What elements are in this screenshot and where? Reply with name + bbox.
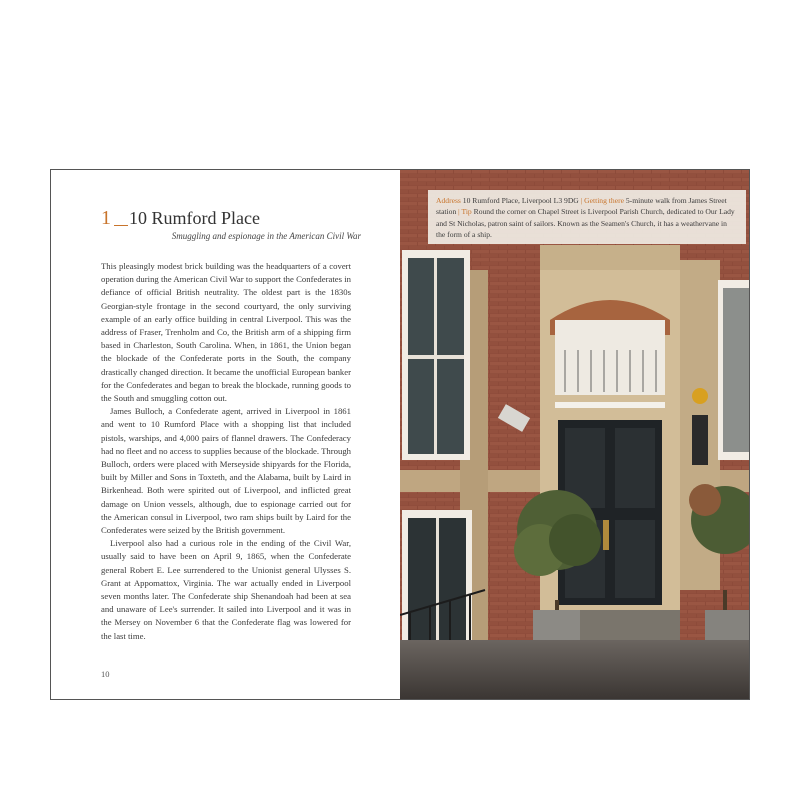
info-box (428, 190, 746, 244)
separator: | (580, 196, 583, 205)
entry-number: 1 (101, 207, 111, 229)
page-number: 10 (101, 669, 110, 679)
paragraph: James Bulloch, a Confederate agent, arrived in Liverpool in 1861 and went to 10 Rumford Place with a shopping list that included pistols, warships, and 4,000 pairs of flannel drawers. The Confederacy had no fleet and no access to supplies because of the blockade. Through Bulloch, orders were placed with Merseyside shipyards for the Florida, built by Miller and Sons in Toxteth, and the Alabama, built by Laird in Birkenhead. Both were spirited out of Liverpool, and inflicted great damage on Union vessels, although, due to espionage carried out for the American consul in Liverpool, two ram ships built by Laird for the Confederates were seized by the British government. (101, 406, 352, 536)
book-spread (50, 169, 750, 700)
address-label: Address (436, 196, 461, 205)
getting-there-value: 5-minute walk from James Street station (436, 196, 727, 217)
heading-rule (114, 225, 128, 226)
entry-title: 10 Rumford Place (129, 208, 260, 228)
paragraph: Liverpool also had a curious role in the ending of the Civil War, usually said to have been on April 9, 1865, when the Confederate general Robert E. Lee surrendered to the Unionist general Ulysses S. Grant at Appomattox, Virginia. The war actually ended in Liverpool seven months later. The Confederate ship Shenandoah had been at sea and unaware of Lee's surrender. It sailed into Liverpool and it was in the Mersey on November 6 that the Confederate flag was lowered for the last time. (101, 538, 351, 641)
building-photo (400, 170, 749, 699)
separator: | (458, 207, 460, 217)
left-page (51, 170, 400, 699)
right-page (400, 170, 749, 699)
address-value: 10 Rumford Place, Liverpool L3 9DG (460, 196, 581, 205)
chapter-heading (101, 206, 361, 230)
body-text (101, 260, 351, 643)
tip-value: Round the corner on Chapel Street is Liverpool Parish Church, dedicated to Our Lady and St Nicholas, patron saint of sailors. Known as the Seamen's Church, it has a weathervane in the form of a ship. (436, 207, 735, 240)
paragraph: This pleasingly modest brick building was the headquarters of a covert operation during the American Civil War to support the Confederates in defiance of official British neutrality. The oldest part is the 1830s Georgian-style frontage in the second courtyard, the only surviving example of an early office building in central Liverpool. This was the address of Fraser, Trenholm and Co, the British arm of a shipping firm based in Charleston, South Carolina. When, in 1861, the Union began the blockade of the Confederate ports in the South, the company drastically changed direction. It became the unofficial European banker for the Confederates and began to break the blockade, running goods to the South and smuggling cotton out. (101, 261, 351, 404)
tip-label: Tip (459, 207, 472, 217)
entry-subtitle: Smuggling and espionage in the American Civil War (171, 231, 361, 241)
getting-there-label: Getting there (582, 196, 624, 205)
